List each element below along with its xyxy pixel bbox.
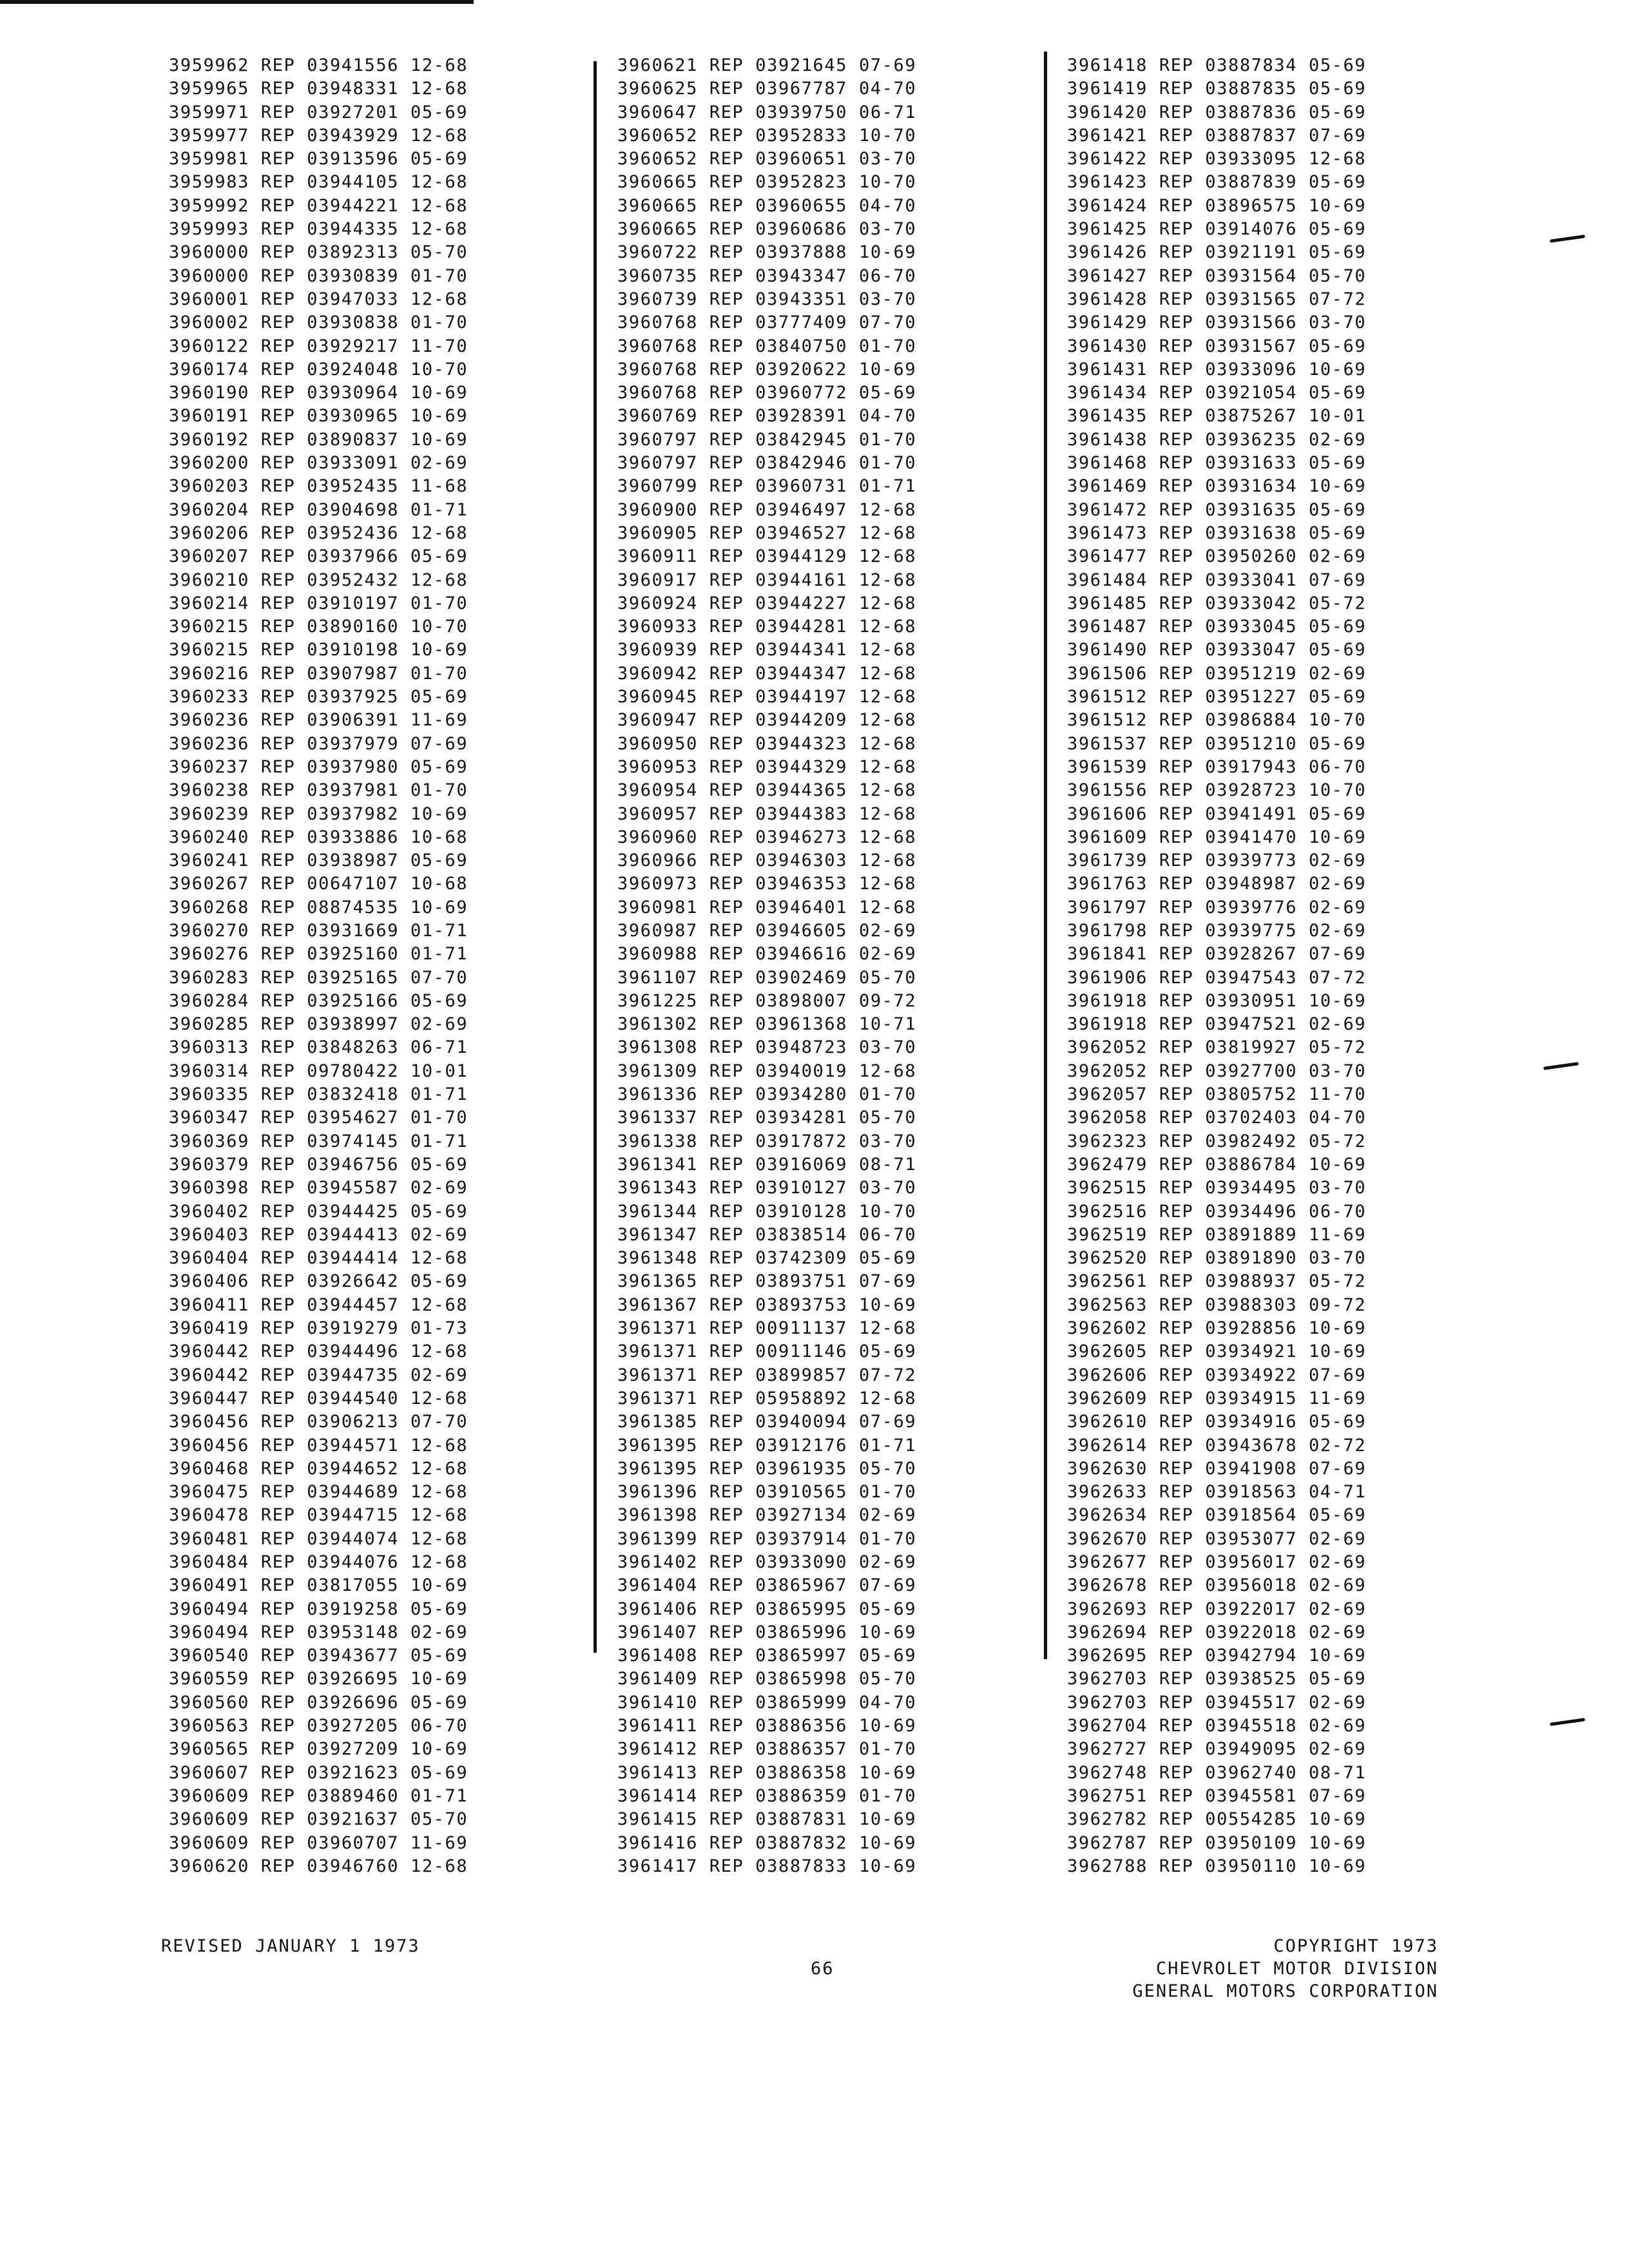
part-entry: 3961484 REP 03933041 07-69 bbox=[1067, 570, 1367, 590]
part-entry: 3960769 REP 03928391 04-70 bbox=[617, 406, 917, 427]
part-entry: 3961385 REP 03940094 07-69 bbox=[617, 1412, 917, 1432]
part-entry: 3962634 REP 03918564 05-69 bbox=[1067, 1505, 1367, 1526]
part-entry: 3960665 REP 03952823 10-70 bbox=[617, 172, 917, 193]
part-entry: 3961438 REP 03936235 02-69 bbox=[1067, 429, 1367, 450]
part-entry: 3961477 REP 03950260 02-69 bbox=[1067, 546, 1367, 567]
part-entry: 3961406 REP 03865995 05-69 bbox=[617, 1599, 917, 1619]
part-entry: 3961367 REP 03893753 10-69 bbox=[617, 1294, 917, 1315]
part-entry: 3962703 REP 03945517 02-69 bbox=[1067, 1692, 1367, 1713]
part-entry: 3960652 REP 03960651 03-70 bbox=[617, 149, 917, 169]
part-entry: 3961609 REP 03941470 10-69 bbox=[1067, 827, 1367, 847]
part-entry: 3960442 REP 03944735 02-69 bbox=[169, 1365, 468, 1385]
part-entry: 3961427 REP 03931564 05-70 bbox=[1067, 265, 1367, 286]
part-entry: 3962563 REP 03988303 09-72 bbox=[1067, 1294, 1367, 1315]
part-entry: 3961415 REP 03887831 10-69 bbox=[617, 1809, 917, 1830]
part-entry: 3961414 REP 03886359 01-70 bbox=[617, 1785, 917, 1806]
part-entry: 3961348 REP 03742309 05-69 bbox=[617, 1248, 917, 1269]
part-entry: 3960236 REP 03937979 07-69 bbox=[169, 733, 468, 754]
part-entry: 3960609 REP 03960707 11-69 bbox=[169, 1832, 468, 1853]
part-entry: 3961402 REP 03933090 02-69 bbox=[617, 1552, 917, 1572]
part-entry: 3960647 REP 03939750 06-71 bbox=[617, 102, 917, 122]
part-entry: 3962695 REP 03942794 10-69 bbox=[1067, 1646, 1367, 1666]
part-entry: 3959983 REP 03944105 12-68 bbox=[169, 172, 468, 193]
part-entry: 3959981 REP 03913596 05-69 bbox=[169, 149, 468, 169]
division-line: CHEVROLET MOTOR DIVISION bbox=[1155, 1959, 1438, 1979]
column-divider bbox=[593, 61, 597, 1653]
parts-column-2 bbox=[617, 54, 916, 1878]
part-entry: 3960174 REP 03924048 10-70 bbox=[169, 359, 468, 380]
part-entry: 3960960 REP 03946273 12-68 bbox=[617, 827, 917, 847]
corporation-line: GENERAL MOTORS CORPORATION bbox=[1132, 1981, 1438, 2001]
part-entry: 3960369 REP 03974145 01-71 bbox=[169, 1131, 468, 1151]
part-entry: 3961434 REP 03921054 05-69 bbox=[1067, 383, 1367, 403]
part-entry: 3961395 REP 03961935 05-70 bbox=[617, 1458, 917, 1479]
part-entry: 3960981 REP 03946401 12-68 bbox=[617, 897, 917, 918]
part-entry: 3962630 REP 03941908 07-69 bbox=[1067, 1458, 1367, 1479]
part-entry: 3960000 REP 03930839 01-70 bbox=[169, 265, 468, 286]
part-entry: 3962704 REP 03945518 02-69 bbox=[1067, 1716, 1367, 1736]
part-entry: 3961408 REP 03865997 05-69 bbox=[617, 1646, 917, 1666]
part-entry: 3960947 REP 03944209 12-68 bbox=[617, 710, 917, 731]
part-entry: 3960478 REP 03944715 12-68 bbox=[169, 1505, 468, 1526]
part-entry: 3962605 REP 03934921 10-69 bbox=[1067, 1341, 1367, 1362]
part-entry: 3960625 REP 03967787 04-70 bbox=[617, 79, 917, 99]
part-entry: 3960207 REP 03937966 05-69 bbox=[169, 546, 468, 567]
part-entry: 3961412 REP 03886357 01-70 bbox=[617, 1739, 917, 1760]
part-entry: 3960797 REP 03842946 01-70 bbox=[617, 453, 917, 474]
part-entry: 3960494 REP 03919258 05-69 bbox=[169, 1599, 468, 1619]
part-entry: 3961308 REP 03948723 03-70 bbox=[617, 1037, 917, 1058]
part-entry: 3960204 REP 03904698 01-71 bbox=[169, 499, 468, 520]
part-entry: 3960540 REP 03943677 05-69 bbox=[169, 1646, 468, 1666]
part-entry: 3962561 REP 03988937 05-72 bbox=[1067, 1271, 1367, 1292]
part-entry: 3960237 REP 03937980 05-69 bbox=[169, 756, 468, 777]
part-entry: 3962677 REP 03956017 02-69 bbox=[1067, 1552, 1367, 1572]
part-entry: 3962058 REP 03702403 04-70 bbox=[1067, 1108, 1367, 1128]
part-entry: 3960939 REP 03944341 12-68 bbox=[617, 640, 917, 660]
part-entry: 3961396 REP 03910565 01-70 bbox=[617, 1482, 917, 1503]
part-entry: 3961404 REP 03865967 07-69 bbox=[617, 1575, 917, 1596]
part-entry: 3961841 REP 03928267 07-69 bbox=[1067, 944, 1367, 965]
part-entry: 3961429 REP 03931566 03-70 bbox=[1067, 312, 1367, 333]
part-entry: 3960419 REP 03919279 01-73 bbox=[169, 1318, 468, 1339]
part-entry: 3960799 REP 03960731 01-71 bbox=[617, 476, 917, 497]
part-entry: 3961371 REP 00911137 12-68 bbox=[617, 1318, 917, 1339]
part-entry: 3961409 REP 03865998 05-70 bbox=[617, 1669, 917, 1689]
parts-column-1 bbox=[169, 54, 468, 1878]
part-entry: 3960475 REP 03944689 12-68 bbox=[169, 1482, 468, 1503]
part-entry: 3961411 REP 03886356 10-69 bbox=[617, 1716, 917, 1736]
page-number: 66 bbox=[811, 1959, 834, 1979]
part-entry: 3961422 REP 03933095 12-68 bbox=[1067, 149, 1367, 169]
part-entry: 3961918 REP 03947521 02-69 bbox=[1067, 1014, 1367, 1035]
part-entry: 3960239 REP 03937982 10-69 bbox=[169, 803, 468, 824]
part-entry: 3961107 REP 03902469 05-70 bbox=[617, 967, 917, 988]
part-entry: 3960768 REP 03960772 05-69 bbox=[617, 383, 917, 403]
part-entry: 3960241 REP 03938987 05-69 bbox=[169, 850, 468, 871]
part-entry: 3961472 REP 03931635 05-69 bbox=[1067, 499, 1367, 520]
part-entry: 3959962 REP 03941556 12-68 bbox=[169, 55, 468, 75]
part-entry: 3960404 REP 03944414 12-68 bbox=[169, 1248, 468, 1269]
part-entry: 3962515 REP 03934495 03-70 bbox=[1067, 1178, 1367, 1198]
part-entry: 3960973 REP 03946353 12-68 bbox=[617, 874, 917, 894]
part-entry: 3962633 REP 03918563 04-71 bbox=[1067, 1482, 1367, 1503]
part-entry: 3960210 REP 03952432 12-68 bbox=[169, 570, 468, 590]
part-entry: 3960559 REP 03926695 10-69 bbox=[169, 1669, 468, 1689]
part-entry: 3960267 REP 00647107 10-68 bbox=[169, 874, 468, 894]
part-entry: 3960484 REP 03944076 12-68 bbox=[169, 1552, 468, 1572]
part-entry: 3960283 REP 03925165 07-70 bbox=[169, 967, 468, 988]
part-entry: 3962520 REP 03891890 03-70 bbox=[1067, 1248, 1367, 1269]
part-entry: 3960494 REP 03953148 02-69 bbox=[169, 1622, 468, 1642]
part-entry: 3960268 REP 08874535 10-69 bbox=[169, 897, 468, 918]
part-entry: 3961365 REP 03893751 07-69 bbox=[617, 1271, 917, 1292]
part-entry: 3960122 REP 03929217 11-70 bbox=[169, 336, 468, 356]
part-entry: 3959965 REP 03948331 12-68 bbox=[169, 79, 468, 99]
part-entry: 3961423 REP 03887839 05-69 bbox=[1067, 172, 1367, 193]
part-entry: 3960456 REP 03906213 07-70 bbox=[169, 1412, 468, 1432]
part-entry: 3962519 REP 03891889 11-69 bbox=[1067, 1224, 1367, 1245]
part-entry: 3959971 REP 03927201 05-69 bbox=[169, 102, 468, 122]
part-entry: 3960491 REP 03817055 10-69 bbox=[169, 1575, 468, 1596]
part-entry: 3960284 REP 03925166 05-69 bbox=[169, 990, 468, 1011]
part-entry: 3960565 REP 03927209 10-69 bbox=[169, 1739, 468, 1760]
part-entry: 3960190 REP 03930964 10-69 bbox=[169, 383, 468, 403]
part-entry: 3961371 REP 00911146 05-69 bbox=[617, 1341, 917, 1362]
part-entry: 3960001 REP 03947033 12-68 bbox=[169, 289, 468, 309]
part-entry: 3960398 REP 03945587 02-69 bbox=[169, 1178, 468, 1198]
part-entry: 3960607 REP 03921623 05-69 bbox=[169, 1762, 468, 1783]
part-entry: 3960192 REP 03890837 10-69 bbox=[169, 429, 468, 450]
part-entry: 3960988 REP 03946616 02-69 bbox=[617, 944, 917, 965]
part-entry: 3960954 REP 03944365 12-68 bbox=[617, 780, 917, 801]
part-entry: 3961420 REP 03887836 05-69 bbox=[1067, 102, 1367, 122]
part-entry: 3960739 REP 03943351 03-70 bbox=[617, 289, 917, 309]
part-entry: 3961410 REP 03865999 04-70 bbox=[617, 1692, 917, 1713]
part-entry: 3962614 REP 03943678 02-72 bbox=[1067, 1435, 1367, 1456]
part-entry: 3960621 REP 03921645 07-69 bbox=[617, 55, 917, 75]
part-entry: 3960379 REP 03946756 05-69 bbox=[169, 1154, 468, 1175]
part-entry: 3961413 REP 03886358 10-69 bbox=[617, 1762, 917, 1783]
part-entry: 3960456 REP 03944571 12-68 bbox=[169, 1435, 468, 1456]
part-entry: 3960735 REP 03943347 06-70 bbox=[617, 265, 917, 286]
margin-mark bbox=[1550, 235, 1585, 243]
part-entry: 3961797 REP 03939776 02-69 bbox=[1067, 897, 1367, 918]
part-entry: 3960665 REP 03960655 04-70 bbox=[617, 195, 917, 216]
part-entry: 3961537 REP 03951210 05-69 bbox=[1067, 733, 1367, 754]
margin-mark bbox=[1550, 1718, 1585, 1726]
parts-column-3 bbox=[1067, 54, 1366, 1878]
part-entry: 3960953 REP 03944329 12-68 bbox=[617, 756, 917, 777]
part-entry: 3960560 REP 03926696 05-69 bbox=[169, 1692, 468, 1713]
part-entry: 3961469 REP 03931634 10-69 bbox=[1067, 476, 1367, 497]
part-entry: 3962670 REP 03953077 02-69 bbox=[1067, 1528, 1367, 1549]
part-entry: 3960722 REP 03937888 10-69 bbox=[617, 242, 917, 263]
part-entry: 3960214 REP 03910197 01-70 bbox=[169, 593, 468, 613]
part-entry: 3961426 REP 03921191 05-69 bbox=[1067, 242, 1367, 263]
part-entry: 3962610 REP 03934916 05-69 bbox=[1067, 1412, 1367, 1432]
part-entry: 3960002 REP 03930838 01-70 bbox=[169, 312, 468, 333]
part-entry: 3962694 REP 03922018 02-69 bbox=[1067, 1622, 1367, 1642]
part-entry: 3961906 REP 03947543 07-72 bbox=[1067, 967, 1367, 988]
part-entry: 3962323 REP 03982492 05-72 bbox=[1067, 1131, 1367, 1151]
part-entry: 3961606 REP 03941491 05-69 bbox=[1067, 803, 1367, 824]
part-entry: 3960942 REP 03944347 12-68 bbox=[617, 663, 917, 684]
part-entry: 3960276 REP 03925160 01-71 bbox=[169, 944, 468, 965]
part-entry: 3960905 REP 03946527 12-68 bbox=[617, 523, 917, 543]
column-divider bbox=[1044, 52, 1047, 1659]
part-entry: 3960191 REP 03930965 10-69 bbox=[169, 406, 468, 427]
part-entry: 3960238 REP 03937981 01-70 bbox=[169, 780, 468, 801]
part-entry: 3961341 REP 03916069 08-71 bbox=[617, 1154, 917, 1175]
part-entry: 3961225 REP 03898007 09-72 bbox=[617, 990, 917, 1011]
part-entry: 3962057 REP 03805752 11-70 bbox=[1067, 1084, 1367, 1105]
part-entry: 3960768 REP 03840750 01-70 bbox=[617, 336, 917, 356]
part-entry: 3961419 REP 03887835 05-69 bbox=[1067, 79, 1367, 99]
part-entry: 3960215 REP 03910198 10-69 bbox=[169, 640, 468, 660]
part-entry: 3960945 REP 03944197 12-68 bbox=[617, 687, 917, 707]
part-entry: 3960206 REP 03952436 12-68 bbox=[169, 523, 468, 543]
part-entry: 3961417 REP 03887833 10-69 bbox=[617, 1856, 917, 1876]
part-entry: 3961431 REP 03933096 10-69 bbox=[1067, 359, 1367, 380]
part-entry: 3961473 REP 03931638 05-69 bbox=[1067, 523, 1367, 543]
part-entry: 3960411 REP 03944457 12-68 bbox=[169, 1294, 468, 1315]
part-entry: 3961336 REP 03934280 01-70 bbox=[617, 1084, 917, 1105]
part-entry: 3960768 REP 03920622 10-69 bbox=[617, 359, 917, 380]
part-entry: 3961407 REP 03865996 10-69 bbox=[617, 1622, 917, 1642]
part-entry: 3961763 REP 03948987 02-69 bbox=[1067, 874, 1367, 894]
part-entry: 3960314 REP 09780422 10-01 bbox=[169, 1061, 468, 1081]
part-entry: 3961539 REP 03917943 06-70 bbox=[1067, 756, 1367, 777]
part-entry: 3960468 REP 03944652 12-68 bbox=[169, 1458, 468, 1479]
part-entry: 3962678 REP 03956018 02-69 bbox=[1067, 1575, 1367, 1596]
part-entry: 3960797 REP 03842945 01-70 bbox=[617, 429, 917, 450]
part-entry: 3961428 REP 03931565 07-72 bbox=[1067, 289, 1367, 309]
part-entry: 3960285 REP 03938997 02-69 bbox=[169, 1014, 468, 1035]
part-entry: 3960609 REP 03921637 05-70 bbox=[169, 1809, 468, 1830]
part-entry: 3960402 REP 03944425 05-69 bbox=[169, 1201, 468, 1222]
part-entry: 3961435 REP 03875267 10-01 bbox=[1067, 406, 1367, 427]
part-entry: 3960347 REP 03954627 01-70 bbox=[169, 1108, 468, 1128]
part-entry: 3962479 REP 03886784 10-69 bbox=[1067, 1154, 1367, 1175]
part-entry: 3960403 REP 03944413 02-69 bbox=[169, 1224, 468, 1245]
part-entry: 3960313 REP 03848263 06-71 bbox=[169, 1037, 468, 1058]
part-entry: 3962606 REP 03934922 07-69 bbox=[1067, 1365, 1367, 1385]
part-entry: 3962602 REP 03928856 10-69 bbox=[1067, 1318, 1367, 1339]
part-entry: 3960203 REP 03952435 11-68 bbox=[169, 476, 468, 497]
part-entry: 3960240 REP 03933886 10-68 bbox=[169, 827, 468, 847]
part-entry: 3960215 REP 03890160 10-70 bbox=[169, 617, 468, 637]
part-entry: 3961421 REP 03887837 07-69 bbox=[1067, 125, 1367, 146]
part-entry: 3960652 REP 03952833 10-70 bbox=[617, 125, 917, 146]
top-rule bbox=[0, 0, 474, 4]
part-entry: 3961418 REP 03887834 05-69 bbox=[1067, 55, 1367, 75]
part-entry: 3961487 REP 03933045 05-69 bbox=[1067, 617, 1367, 637]
part-entry: 3962751 REP 03945581 07-69 bbox=[1067, 1785, 1367, 1806]
part-entry: 3961425 REP 03914076 05-69 bbox=[1067, 219, 1367, 240]
part-entry: 3960900 REP 03946497 12-68 bbox=[617, 499, 917, 520]
part-entry: 3960768 REP 03777409 07-70 bbox=[617, 312, 917, 333]
part-entry: 3959977 REP 03943929 12-68 bbox=[169, 125, 468, 146]
part-entry: 3960200 REP 03933091 02-69 bbox=[169, 453, 468, 474]
part-entry: 3960236 REP 03906391 11-69 bbox=[169, 710, 468, 731]
part-entry: 3962748 REP 03962740 08-71 bbox=[1067, 1762, 1367, 1783]
part-entry: 3960563 REP 03927205 06-70 bbox=[169, 1716, 468, 1736]
part-entry: 3961506 REP 03951219 02-69 bbox=[1067, 663, 1367, 684]
part-entry: 3961485 REP 03933042 05-72 bbox=[1067, 593, 1367, 613]
part-entry: 3960950 REP 03944323 12-68 bbox=[617, 733, 917, 754]
part-entry: 3961416 REP 03887832 10-69 bbox=[617, 1832, 917, 1853]
part-entry: 3960620 REP 03946760 12-68 bbox=[169, 1856, 468, 1876]
part-entry: 3961430 REP 03931567 05-69 bbox=[1067, 336, 1367, 356]
part-entry: 3960481 REP 03944074 12-68 bbox=[169, 1528, 468, 1549]
part-entry: 3961344 REP 03910128 10-70 bbox=[617, 1201, 917, 1222]
revised-date: REVISED JANUARY 1 1973 bbox=[161, 1936, 420, 1956]
part-entry: 3960609 REP 03889460 01-71 bbox=[169, 1785, 468, 1806]
part-entry: 3961309 REP 03940019 12-68 bbox=[617, 1061, 917, 1081]
part-entry: 3961302 REP 03961368 10-71 bbox=[617, 1014, 917, 1035]
part-entry: 3961739 REP 03939773 02-69 bbox=[1067, 850, 1367, 871]
part-entry: 3960216 REP 03907987 01-70 bbox=[169, 663, 468, 684]
part-entry: 3961398 REP 03927134 02-69 bbox=[617, 1505, 917, 1526]
part-entry: 3960442 REP 03944496 12-68 bbox=[169, 1341, 468, 1362]
part-entry: 3961399 REP 03937914 01-70 bbox=[617, 1528, 917, 1549]
part-entry: 3961424 REP 03896575 10-69 bbox=[1067, 195, 1367, 216]
part-entry: 3960933 REP 03944281 12-68 bbox=[617, 617, 917, 637]
copyright-line: COPYRIGHT 1973 bbox=[1273, 1936, 1438, 1956]
margin-mark bbox=[1543, 1062, 1579, 1070]
part-entry: 3962727 REP 03949095 02-69 bbox=[1067, 1739, 1367, 1760]
part-entry: 3960917 REP 03944161 12-68 bbox=[617, 570, 917, 590]
part-entry: 3962609 REP 03934915 11-69 bbox=[1067, 1388, 1367, 1408]
part-entry: 3961798 REP 03939775 02-69 bbox=[1067, 920, 1367, 941]
part-entry: 3960406 REP 03926642 05-69 bbox=[169, 1271, 468, 1292]
part-entry: 3961918 REP 03930951 10-69 bbox=[1067, 990, 1367, 1011]
part-entry: 3961512 REP 03951227 05-69 bbox=[1067, 687, 1367, 707]
part-entry: 3960911 REP 03944129 12-68 bbox=[617, 546, 917, 567]
part-entry: 3962693 REP 03922017 02-69 bbox=[1067, 1599, 1367, 1619]
part-entry: 3962782 REP 00554285 10-69 bbox=[1067, 1809, 1367, 1830]
part-entry: 3961371 REP 05958892 12-68 bbox=[617, 1388, 917, 1408]
part-entry: 3962052 REP 03927700 03-70 bbox=[1067, 1061, 1367, 1081]
part-entry: 3961490 REP 03933047 05-69 bbox=[1067, 640, 1367, 660]
part-entry: 3960665 REP 03960686 03-70 bbox=[617, 219, 917, 240]
part-entry: 3961347 REP 03838514 06-70 bbox=[617, 1224, 917, 1245]
part-entry: 3960335 REP 03832418 01-71 bbox=[169, 1084, 468, 1105]
part-entry: 3961468 REP 03931633 05-69 bbox=[1067, 453, 1367, 474]
part-entry: 3961338 REP 03917872 03-70 bbox=[617, 1131, 917, 1151]
part-entry: 3962516 REP 03934496 06-70 bbox=[1067, 1201, 1367, 1222]
part-entry: 3960924 REP 03944227 12-68 bbox=[617, 593, 917, 613]
part-entry: 3960270 REP 03931669 01-71 bbox=[169, 920, 468, 941]
part-entry: 3962703 REP 03938525 05-69 bbox=[1067, 1669, 1367, 1689]
part-entry: 3960233 REP 03937925 05-69 bbox=[169, 687, 468, 707]
part-entry: 3962788 REP 03950110 10-69 bbox=[1067, 1856, 1367, 1876]
part-entry: 3961395 REP 03912176 01-71 bbox=[617, 1435, 917, 1456]
part-entry: 3960447 REP 03944540 12-68 bbox=[169, 1388, 468, 1408]
part-entry: 3962052 REP 03819927 05-72 bbox=[1067, 1037, 1367, 1058]
part-entry: 3962787 REP 03950109 10-69 bbox=[1067, 1832, 1367, 1853]
part-entry: 3960987 REP 03946605 02-69 bbox=[617, 920, 917, 941]
part-entry: 3960000 REP 03892313 05-70 bbox=[169, 242, 468, 263]
part-entry: 3960957 REP 03944383 12-68 bbox=[617, 803, 917, 824]
part-entry: 3961343 REP 03910127 03-70 bbox=[617, 1178, 917, 1198]
part-entry: 3959993 REP 03944335 12-68 bbox=[169, 219, 468, 240]
part-entry: 3961556 REP 03928723 10-70 bbox=[1067, 780, 1367, 801]
part-entry: 3959992 REP 03944221 12-68 bbox=[169, 195, 468, 216]
part-entry: 3961371 REP 03899857 07-72 bbox=[617, 1365, 917, 1385]
part-entry: 3960966 REP 03946303 12-68 bbox=[617, 850, 917, 871]
part-entry: 3961337 REP 03934281 05-70 bbox=[617, 1108, 917, 1128]
part-entry: 3961512 REP 03986884 10-70 bbox=[1067, 710, 1367, 731]
